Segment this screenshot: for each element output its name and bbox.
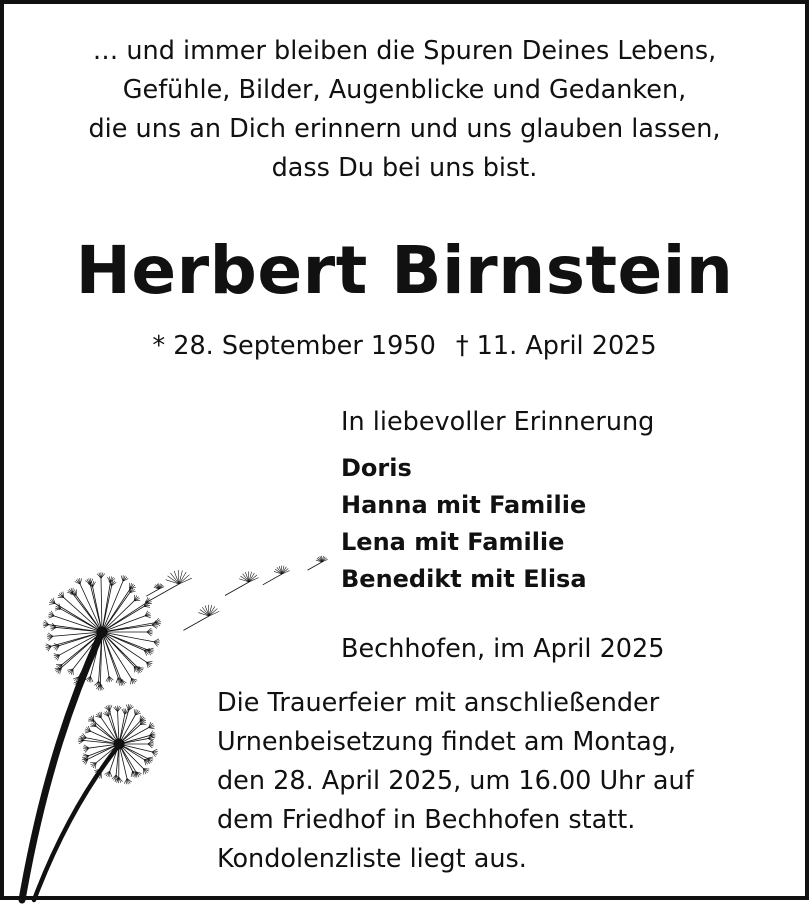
dandelion-icon bbox=[4, 544, 344, 904]
poem-line: Gefühle, Bilder, Augenblicke und Gedanken, bbox=[44, 71, 765, 110]
family-member: Benedikt mit Elisa bbox=[341, 561, 587, 598]
poem-line: dass Du bei uns bist. bbox=[44, 149, 765, 188]
family-member: Hanna mit Familie bbox=[341, 487, 587, 524]
deceased-name: Herbert Birnstein bbox=[4, 226, 805, 316]
poem-verse bbox=[44, 32, 765, 188]
memory-phrase: In liebevoller Erinnerung bbox=[341, 402, 654, 442]
poem-line: … und immer bleiben die Spuren Deines Lebens, bbox=[44, 32, 765, 71]
family-member: Doris bbox=[341, 450, 587, 487]
death-date: † 11. April 2025 bbox=[456, 331, 657, 361]
funeral-line: Die Trauerfeier mit anschließender bbox=[217, 684, 694, 723]
life-dates bbox=[4, 326, 805, 366]
funeral-line: den 28. April 2025, um 16.00 Uhr auf bbox=[217, 762, 694, 801]
family-list bbox=[341, 450, 587, 598]
place-date: Bechhofen, im April 2025 bbox=[341, 629, 664, 669]
family-member: Lena mit Familie bbox=[341, 524, 587, 561]
funeral-line: dem Friedhof in Bechhofen statt. bbox=[217, 801, 694, 840]
poem-line: die uns an Dich erinnern und uns glauben lassen, bbox=[44, 110, 765, 149]
birth-date: * 28. September 1950 bbox=[152, 331, 435, 361]
funeral-line: Kondolenzliste liegt aus. bbox=[217, 840, 694, 879]
funeral-line: Urnenbeisetzung findet am Montag, bbox=[217, 723, 694, 762]
